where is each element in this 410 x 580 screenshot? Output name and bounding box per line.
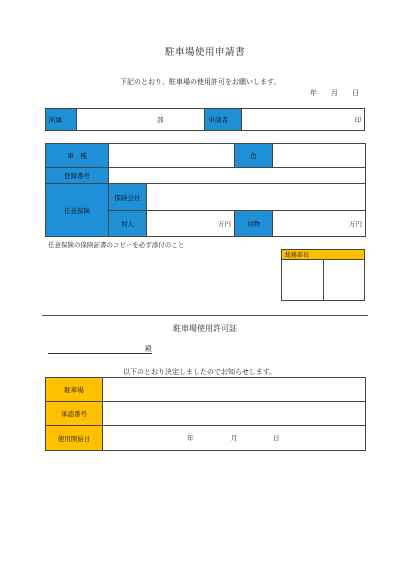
- approver-stamp-1[interactable]: [282, 260, 324, 301]
- permit-title: 駐車場使用許可証: [173, 324, 237, 333]
- approver-label: 総務部長: [282, 250, 365, 260]
- start-date-label: 使用開始日: [46, 426, 103, 451]
- color-field[interactable]: [273, 144, 366, 168]
- department-applicant-table: [45, 108, 365, 131]
- permit-intro: 以下のとおり決定しましたのでお知らせします。: [123, 368, 277, 376]
- start-date-year: 年: [187, 434, 194, 442]
- insurance-company-label: 保険会社: [109, 184, 147, 210]
- registration-label: 登録番号: [46, 168, 109, 184]
- color-label: 色: [235, 144, 273, 168]
- property-damage-unit: 万円: [349, 219, 362, 228]
- start-date-field[interactable]: [103, 426, 366, 451]
- application-title: 駐車場使用申請書: [164, 47, 245, 58]
- insurance-note: 任意保険の保険証書のコピーを必ず添付のこと: [48, 241, 185, 249]
- parking-lot-label: 駐車場: [46, 378, 103, 402]
- approver-stamp-2[interactable]: [323, 260, 365, 301]
- vehicle-type-label: 車 種: [46, 144, 109, 168]
- department-field[interactable]: [76, 109, 205, 131]
- insurance-company-field[interactable]: [147, 184, 366, 210]
- applicant-field[interactable]: [241, 109, 365, 131]
- property-damage-field[interactable]: [273, 210, 366, 236]
- registration-field[interactable]: [109, 168, 366, 184]
- approval-number-label: 承認番号: [46, 402, 103, 426]
- dept-unit: 部: [156, 116, 164, 124]
- application-date-line: 年 月 日: [310, 89, 359, 97]
- addressee-line[interactable]: [48, 353, 152, 354]
- applicant-label: 申請者: [205, 109, 241, 131]
- vehicle-type-field[interactable]: [109, 144, 235, 168]
- bodily-injury-unit: 万円: [218, 219, 231, 228]
- approver-table: [281, 249, 365, 301]
- permit-table: [45, 377, 366, 451]
- bodily-injury-label: 対人: [109, 210, 147, 236]
- seal-mark: 印: [354, 116, 361, 124]
- bodily-injury-field[interactable]: [147, 210, 235, 236]
- start-date-month: 月: [231, 434, 238, 442]
- insurance-label: 任意保険: [46, 184, 109, 237]
- approval-number-field[interactable]: [103, 402, 366, 426]
- parking-lot-field[interactable]: [103, 378, 366, 402]
- department-label: 所属: [46, 109, 77, 131]
- section-divider: [42, 315, 368, 316]
- application-intro: 下記のとおり、駐車場の使用許可をお願いします。: [120, 78, 281, 86]
- property-damage-label: 対物: [235, 210, 273, 236]
- addressee-suffix: 殿: [145, 345, 152, 353]
- start-date-day: 日: [273, 434, 280, 442]
- vehicle-table: [45, 143, 366, 237]
